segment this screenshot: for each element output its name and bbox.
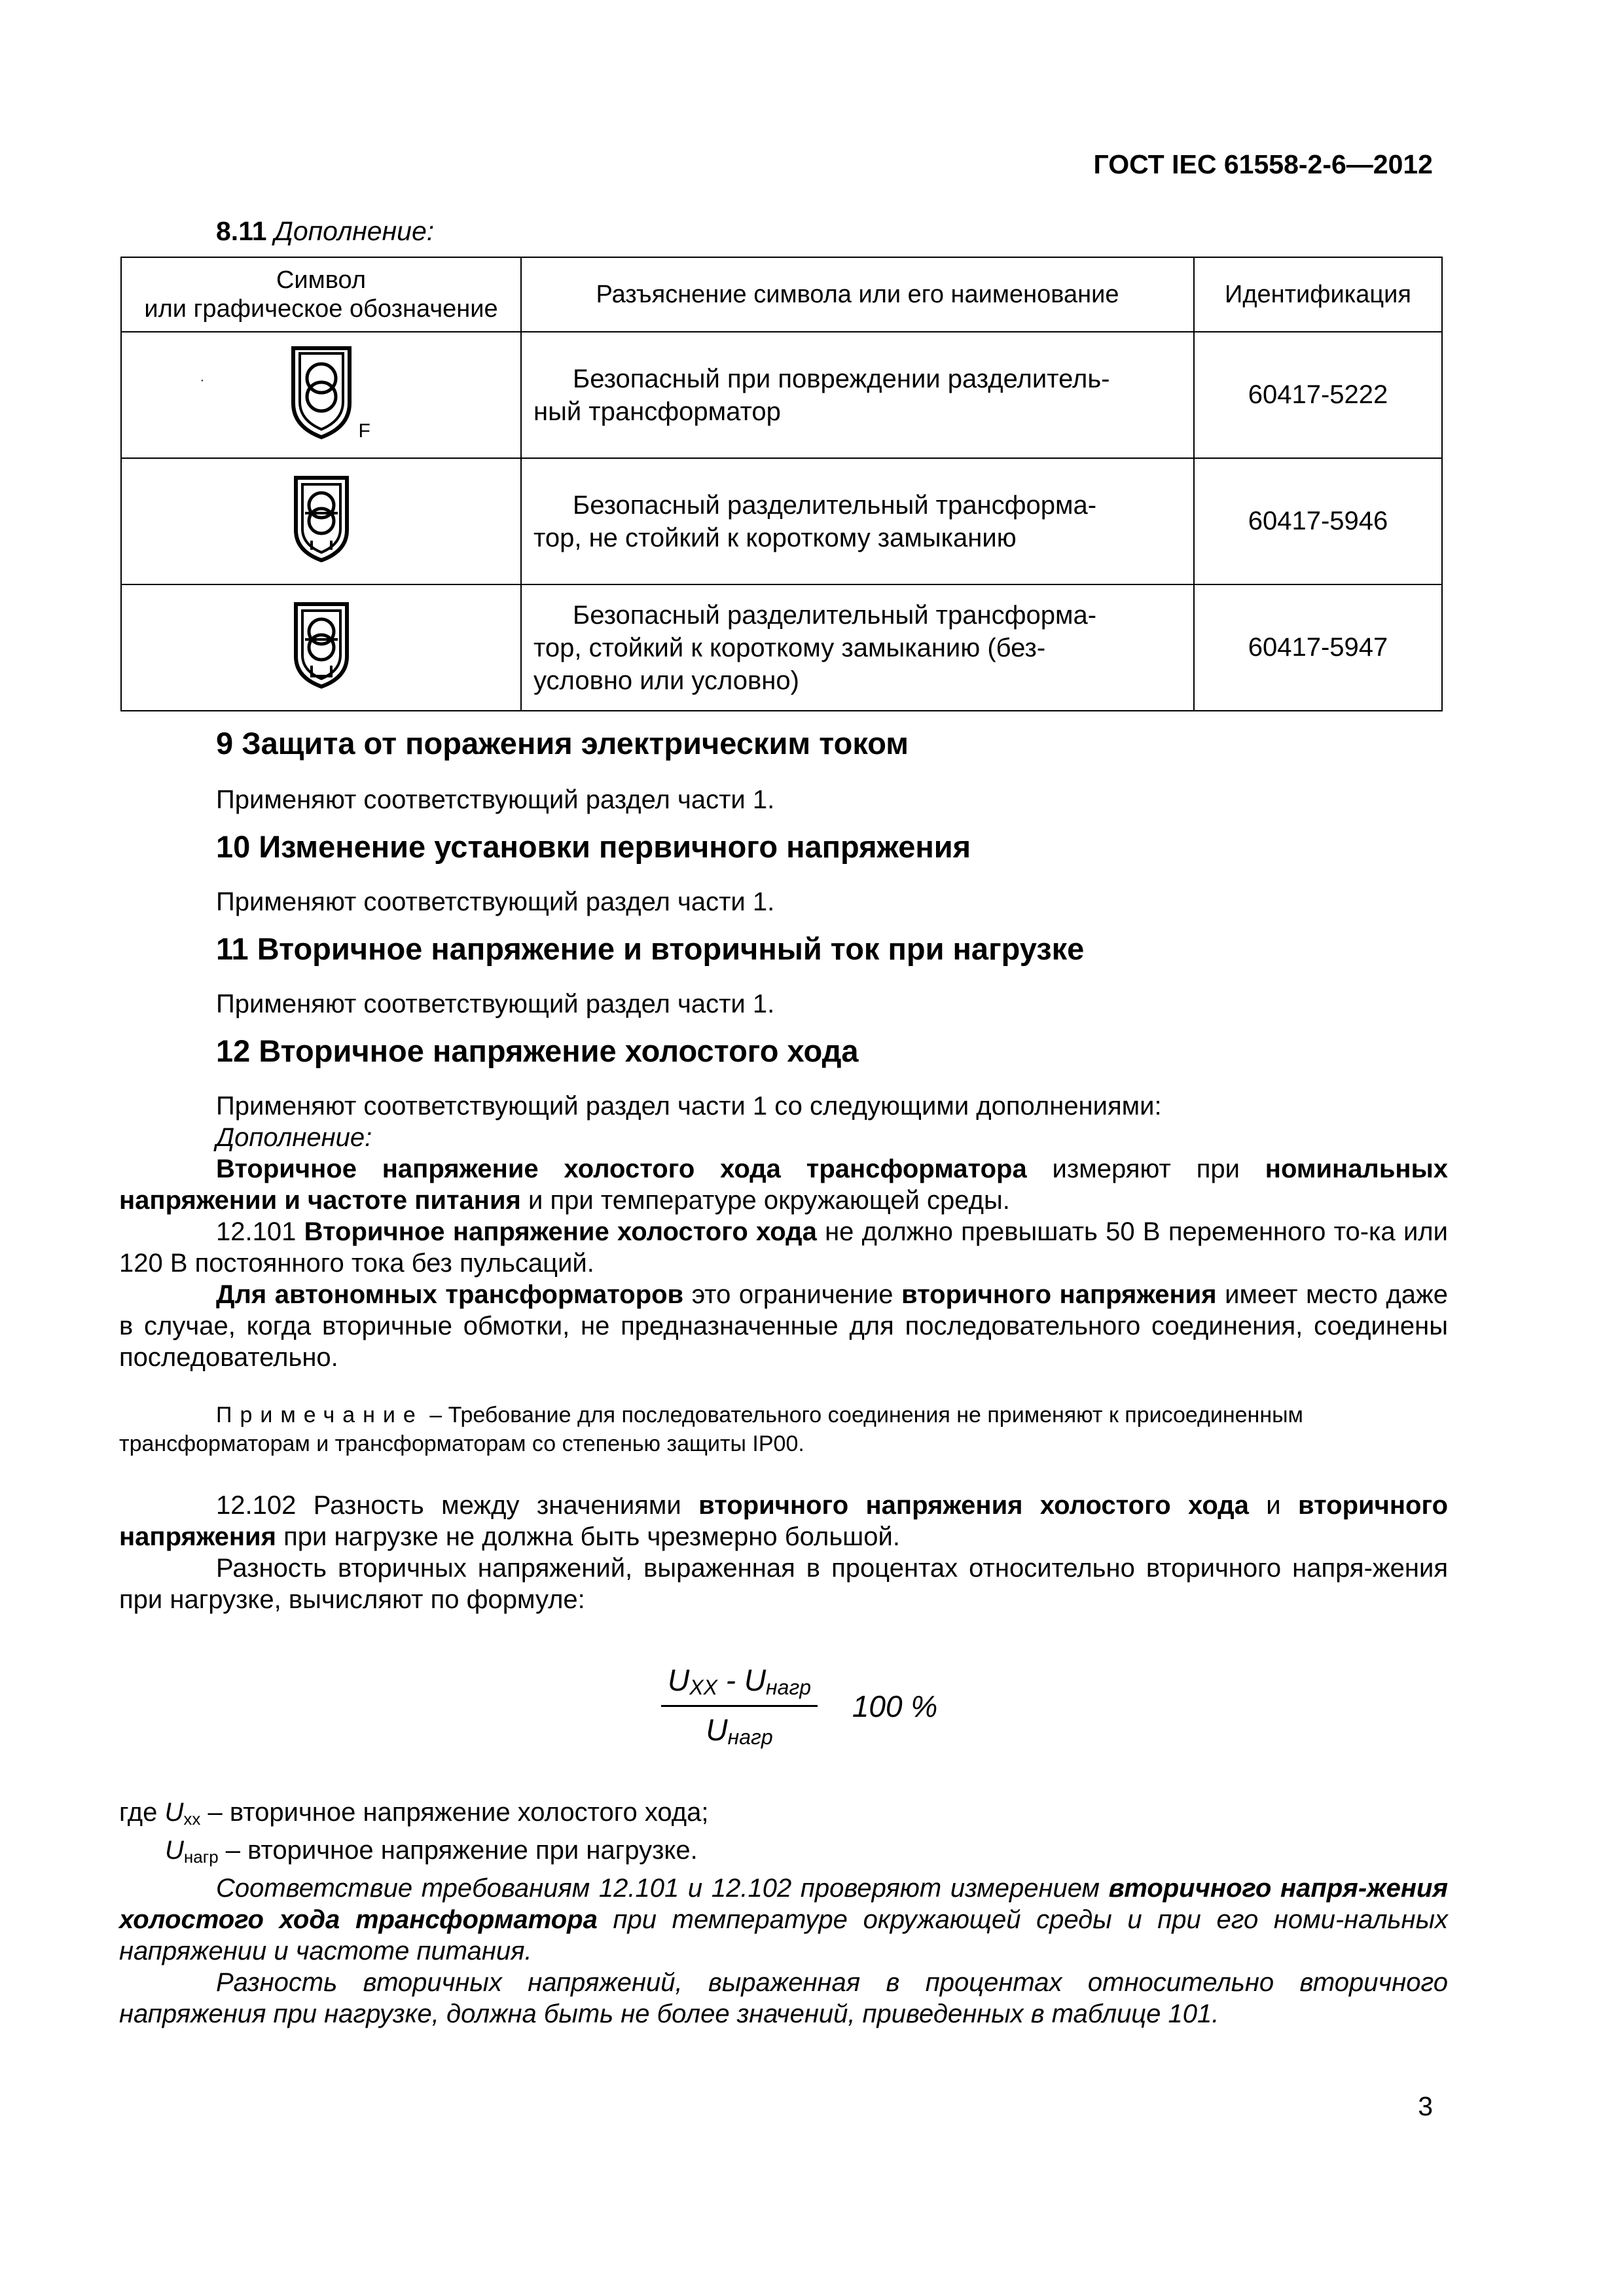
non-short-circuit-proof-transformer-icon: [292, 473, 351, 564]
header-explanation: Разъяснение символа или его наименование: [521, 257, 1194, 332]
short-circuit-proof-transformer-icon: [292, 599, 351, 691]
clause-number: 8.11: [216, 216, 267, 246]
definitions-block: [119, 1797, 1448, 2030]
symbols-table: [120, 257, 1443, 711]
note: [119, 1401, 1448, 1458]
paragraph-12-102: 12.102 Разность между значениями вторичного напряжения холостого хода и вторичного напряжения при нагрузке не должна быть чрезмерно большой.: [119, 1491, 1449, 1551]
formula-multiplier: 100 %: [852, 1689, 938, 1723]
formula-numerator: UXX - Uнагр: [661, 1662, 818, 1707]
identification-code: 60417-5946: [1194, 458, 1442, 584]
definition: где Uхх – вторичное напряжение холостого хода;: [119, 1798, 709, 1829]
paragraph: Для автономных трансформаторов это ограничение вторичного напряжения имеет место даже в случае, когда вторичные обмотки, не предназначенные для последовательного соединения, соединены последовательно.: [119, 1280, 1449, 1372]
section-heading-11: 11 Вторичное напряжение и вторичный ток при нагрузке: [216, 931, 1085, 966]
clause-label: Дополнение:: [274, 216, 435, 246]
section-heading-10: 10 Изменение установки первичного напряжения: [216, 829, 971, 864]
addition-label: Дополнение:: [216, 1123, 372, 1152]
section-heading-9: 9 Защита от поражения электрическим током: [216, 726, 909, 761]
document-code: ГОСТ IEC 61558-2-6—2012: [1093, 149, 1433, 179]
header-symbol: Символ или графическое обозначение: [121, 257, 521, 332]
page-number: 3: [1418, 2091, 1433, 2121]
fail-safe-transformer-icon: · F: [285, 343, 357, 441]
section-text-12: Применяют соответствующий раздел части 1 со следующими дополнениями:: [216, 1092, 1162, 1121]
paragraph-12-101: 12.101 Вторичное напряжение холостого хода не должно превышать 50 В переменного то-ка или 120 В постоянного тока без пульсаций.: [119, 1217, 1448, 1278]
section-heading-12: 12 Вторичное напряжение холостого хода: [216, 1033, 859, 1068]
formula-denominator: Uнагр: [706, 1713, 773, 1749]
compliance-paragraph: Соответствие требованиям 12.101 и 12.102 проверяют измерением вторичного напря-жения холостого хода трансформатора при температуре окружающей среды и при его номи-нальных напряжении и частоте питания.: [119, 1874, 1449, 1965]
header-identification: Идентификация: [1194, 257, 1442, 332]
section-12-body-2: [119, 1490, 1448, 1615]
clause-caption: [216, 216, 434, 247]
compliance-paragraph: Разность вторичных напряжений, выраженная в процентах относительно вторичного напряжения при нагрузке, должна быть не более значений, приведенных в таблице 101.: [119, 1968, 1448, 2028]
table-row: · F Безопасный при повреждении разделитель- ный трансформатор 60417-5222: [121, 332, 1442, 458]
note-text: – Требование для последовательного соединения не применяют к присоединенным трансформаторам и трансформаторам со степенью защиты IP00.: [119, 1403, 1303, 1456]
note-label: Примечание: [216, 1403, 424, 1427]
paragraph: Разность вторичных напряжений, выраженная в процентах относительно вторичного напря-жения при нагрузке, вычисляют по формуле:: [119, 1554, 1448, 1614]
paragraph: Вторичное напряжение холостого хода трансформатора измеряют при номинальных напряжении и частоте питания и при температуре окружающей среды.: [119, 1155, 1448, 1215]
section-12-body: [119, 1122, 1448, 1373]
section-text-10: Применяют соответствующий раздел части 1.: [216, 888, 775, 916]
table-row: Безопасный разделительный трансформа- тор, не стойкий к короткому замыканию 60417-5946: [121, 458, 1442, 584]
formula: [661, 1662, 937, 1749]
section-text-11: Применяют соответствующий раздел части 1.: [216, 990, 775, 1018]
symbol-letter: F: [358, 420, 370, 442]
definition: Uнагр – вторичное напряжение при нагрузке.: [165, 1836, 698, 1867]
table-row: Безопасный разделительный трансформа- тор, стойкий к короткому замыканию (без- условно или условно) 60417-5947: [121, 584, 1442, 711]
table-header-row: [121, 257, 1442, 332]
identification-code: 60417-5947: [1194, 584, 1442, 711]
identification-code: 60417-5222: [1194, 332, 1442, 458]
section-text-9: Применяют соответствующий раздел части 1.: [216, 785, 775, 814]
